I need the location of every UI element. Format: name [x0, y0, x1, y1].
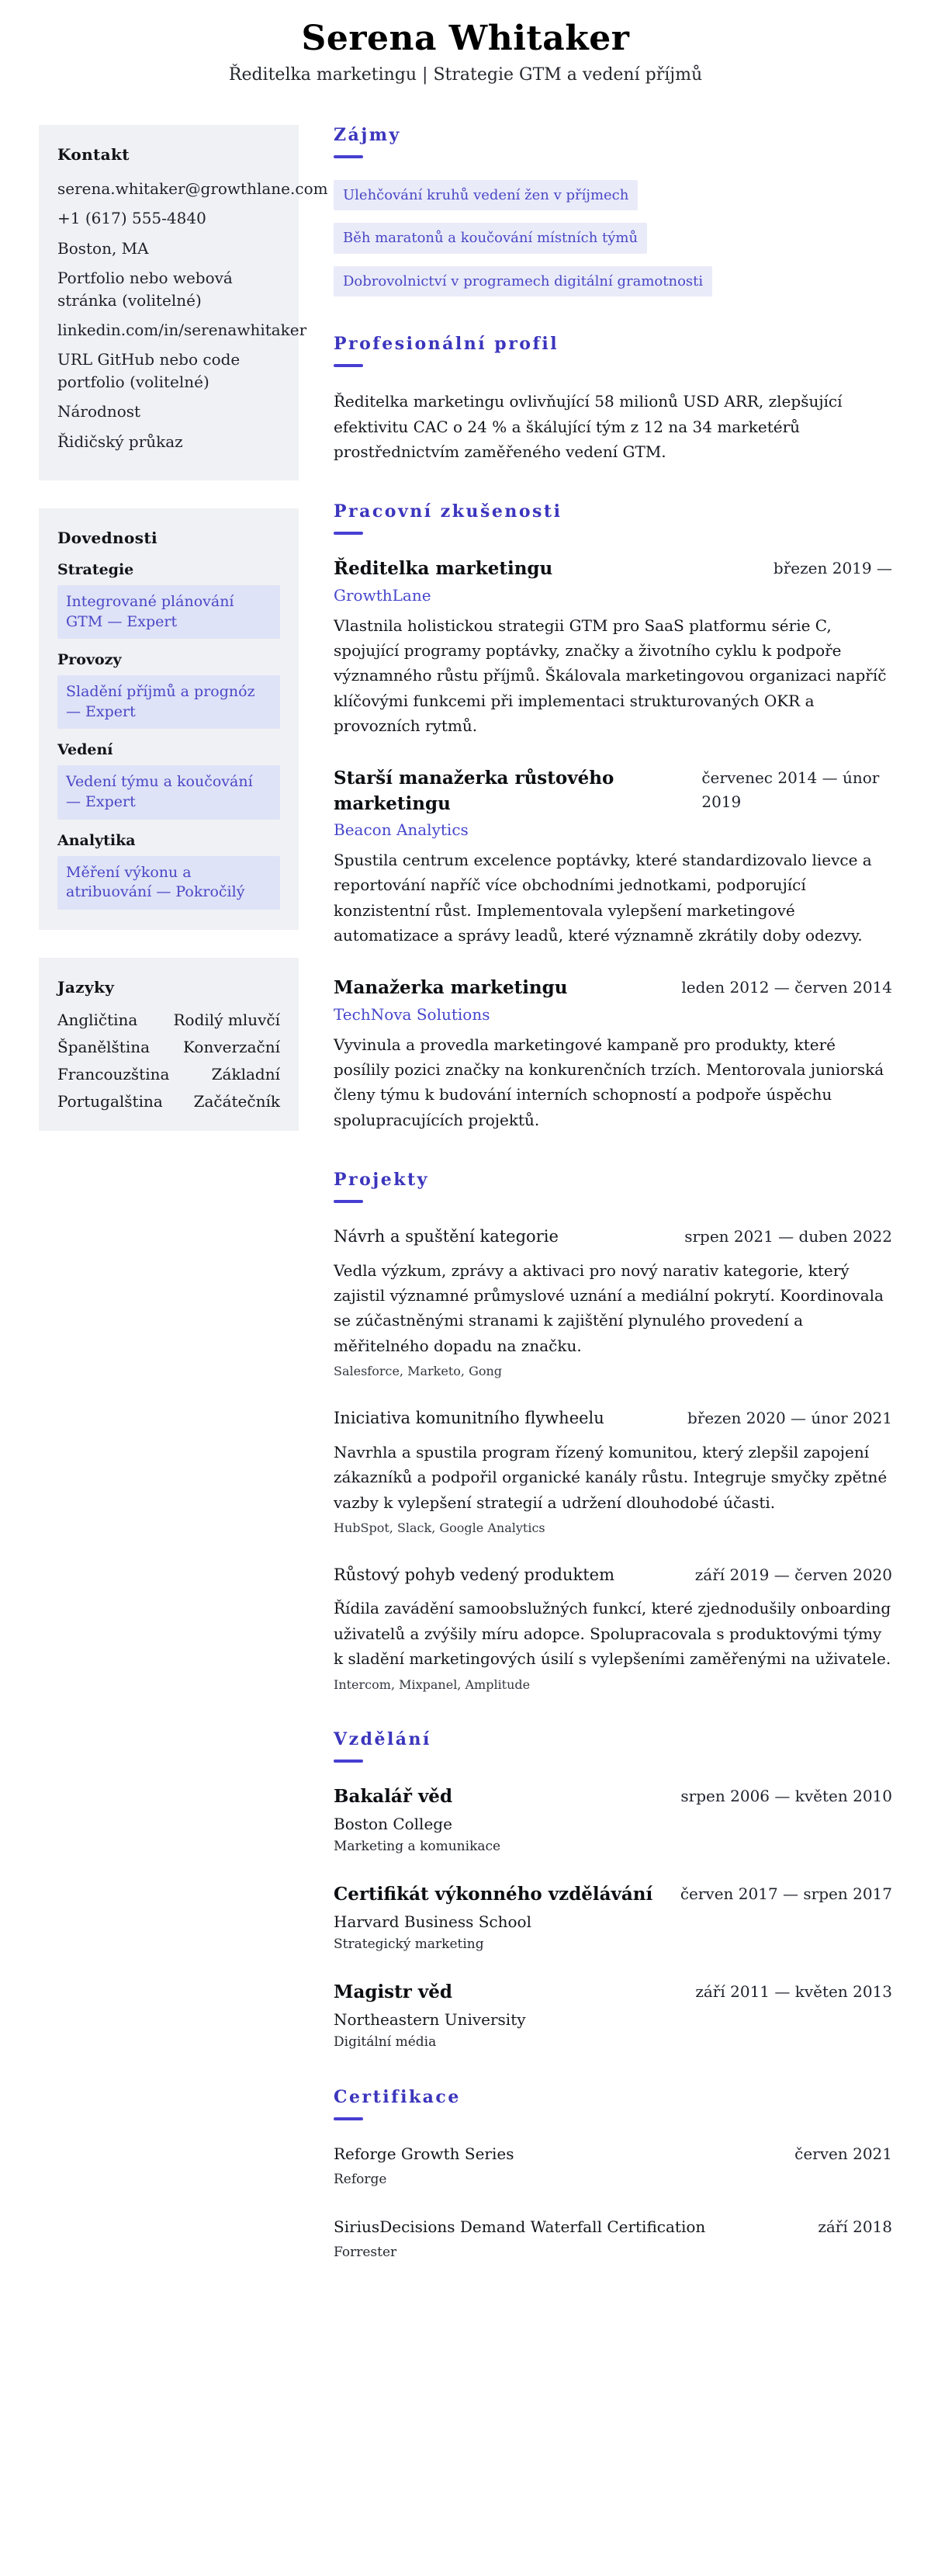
languages-list — [57, 1011, 280, 1111]
education-entry-header — [334, 1980, 892, 2005]
field-of-study: Digitální média — [334, 2034, 437, 2051]
skill-tag: Měření výkonu a atribuování — Pokročilý — [57, 856, 280, 910]
certification-entry-header — [334, 2142, 892, 2166]
language-level: Začátečník — [193, 1092, 280, 1111]
project-tools: Salesforce, Marketo, Gong — [334, 1364, 503, 1379]
interests-section — [334, 125, 892, 296]
main-column — [334, 125, 892, 2297]
contact-section — [39, 125, 328, 480]
school-name: Northeastern University — [334, 2010, 526, 2030]
skill-category-label: Strategie — [57, 560, 134, 578]
education-dates: červen 2017 — srpen 2017 — [680, 1884, 892, 1903]
interests-title: Zájmy — [334, 125, 401, 145]
job-dates: červenec 2014 — únor 2019 — [701, 768, 880, 812]
contact-item: Portfolio nebo webová stránka (volitelné) — [57, 269, 233, 310]
education-section — [334, 1729, 892, 2051]
certification-entry — [334, 2215, 892, 2260]
job-title: Manažerka marketingu — [334, 977, 568, 999]
certifications-section — [334, 2087, 892, 2260]
contact-item: Národnost — [57, 402, 141, 421]
section-rule — [334, 532, 363, 535]
education-entry-header — [334, 1784, 892, 1809]
project-entry-header — [334, 1225, 892, 1250]
project-description: Vedla výzkum, zprávy a aktivaci pro nový narativ kategorie, který zajistil významné průmyslové uznání a mediální pokrytí. Koordinovala se zúčastněnými stranami k zajištění plynulého provedení a měřitelného dopadu na značku. — [334, 1260, 884, 1355]
sidebar — [39, 125, 328, 1159]
certification-date: září 2018 — [818, 2217, 892, 2237]
project-dates: srpen 2021 — duben 2022 — [684, 1227, 892, 1246]
language-name: Angličtina — [57, 1011, 138, 1030]
job-entry — [334, 556, 892, 738]
certifications-list — [334, 2142, 892, 2260]
certification-issuer: Reforge — [334, 2172, 387, 2188]
degree-title: Certifikát výkonného vzdělávání — [334, 1883, 653, 1905]
certifications-title: Certifikace — [334, 2087, 461, 2108]
profile-title: Profesionální profil — [334, 334, 559, 355]
section-rule — [334, 2117, 363, 2120]
skills-title: Dovednosti — [57, 528, 157, 547]
language-name: Portugalština — [57, 1092, 163, 1111]
skill-category-label: Vedení — [57, 741, 113, 759]
job-dates: leden 2012 — červen 2014 — [681, 978, 892, 997]
content-columns — [0, 125, 931, 2297]
project-tools: Intercom, Mixpanel, Amplitude — [334, 1676, 531, 1692]
projects-list — [334, 1225, 892, 1691]
skill-category-label: Provozy — [57, 651, 122, 669]
profile-text: Ředitelka marketingu ovlivňující 58 milionů USD ARR, zlepšující efektivitu CAC o 24 % a škálující tým z 12 na 34 marketérů prostřednictvím zaměřeného vedení GTM. — [334, 392, 843, 461]
language-name: Francouzština — [57, 1065, 170, 1084]
project-entry — [334, 1563, 892, 1692]
education-dates: srpen 2006 — květen 2010 — [680, 1786, 892, 1805]
contact-item: linkedin.com/in/serenawhitaker — [57, 320, 307, 339]
language-row — [57, 1011, 280, 1029]
projects-title: Projekty — [334, 1170, 429, 1191]
contact-item: URL GitHub nebo code portfolio (volitelné) — [57, 350, 241, 391]
interest-tag: Ulehčování kruhů vedení žen v příjmech — [334, 180, 638, 210]
skills-section — [39, 508, 299, 930]
project-title: Návrh a spuštění kategorie — [334, 1227, 559, 1246]
person-name: Serena Whitaker — [301, 19, 630, 58]
language-row — [57, 1092, 280, 1111]
education-entry — [334, 1882, 892, 1952]
section-rule — [334, 155, 363, 158]
contact-item: Boston, MA — [57, 238, 149, 258]
project-dates: září 2019 — červen 2020 — [694, 1565, 892, 1584]
job-title: Starší manažerka růstového marketingu — [334, 768, 614, 814]
interest-tag: Dobrovolnictví v programech digitální gramotnosti — [334, 266, 712, 296]
job-description: Spustila centrum excelence poptávky, které standardizovalo lievce a reportování napříč více obchodními jednotkami, podporující konzistentní růst. Implementovala vylepšení marketingové automatizace a správy leadů, které významně zkrátily doby odezvy. — [334, 850, 872, 945]
job-company: Beacon Analytics — [334, 820, 469, 839]
project-title: Iniciativa komunitního flywheelu — [334, 1409, 604, 1428]
language-level: Konverzační — [183, 1038, 280, 1057]
education-list — [334, 1784, 892, 2051]
experience-title: Pracovní zkušenosti — [334, 501, 562, 522]
contact-item: Řidičský průkaz — [57, 432, 183, 451]
school-name: Harvard Business School — [334, 1912, 531, 1931]
skill-group — [57, 832, 280, 910]
languages-title: Jazyky — [57, 978, 115, 997]
field-of-study: Marketing a komunikace — [334, 1838, 501, 1854]
skill-group — [57, 561, 280, 639]
education-dates: září 2011 — květen 2013 — [695, 1981, 892, 2001]
project-entry — [334, 1225, 892, 1378]
project-description: Řídila zavádění samoobslužných funkcí, které zjednodušily onboarding uživatelů a zvýšily míru adopce. Spolupracovala s produktovými týmy k sladění marketingových úsilí s vylepšeními zaměřenými na uživatele. — [334, 1599, 891, 1669]
education-entry — [334, 1784, 892, 1854]
contact-list — [57, 178, 328, 452]
certification-name: Reforge Growth Series — [334, 2144, 514, 2164]
field-of-study: Strategický marketing — [334, 1936, 484, 1952]
job-entry — [334, 976, 892, 1132]
experience-section — [334, 501, 892, 1132]
projects-section — [334, 1170, 892, 1691]
certification-date: červen 2021 — [794, 2144, 892, 2164]
job-title: Ředitelka marketingu — [334, 558, 553, 580]
project-entry-header — [334, 1406, 892, 1431]
profile-section — [334, 334, 892, 464]
language-level: Základní — [211, 1065, 280, 1084]
job-description: Vyvinula a provedla marketingové kampaně pro produkty, které posílily pozici značky na konkurenčních trzích. Mentorovala juniorská členy týmu k budování interních schopností a podpoře úspěchu spolupracujících projektů. — [334, 1035, 884, 1129]
skill-category-label: Analytika — [57, 831, 136, 849]
school-name: Boston College — [334, 1814, 452, 1833]
experience-list — [334, 556, 892, 1132]
job-company: GrowthLane — [334, 585, 431, 605]
section-rule — [334, 1200, 363, 1203]
job-entry-header — [334, 766, 892, 816]
language-name: Španělština — [57, 1038, 151, 1057]
certification-entry-header — [334, 2215, 892, 2239]
language-level: Rodilý mluvčí — [173, 1011, 280, 1030]
contact-item: +1 (617) 555-4840 — [57, 209, 206, 228]
job-entry — [334, 766, 892, 948]
skill-tag: Vedení týmu a koučování — Expert — [57, 765, 280, 819]
certification-issuer: Forrester — [334, 2245, 397, 2261]
job-company: TechNova Solutions — [334, 1004, 490, 1024]
job-description: Vlastnila holistickou strategii GTM pro SaaS platformu série C, spojující programy poptávky, značky a životního cyklu k podpoře významného růstu příjmů. Škálovala marketingovou organizaci napříč klíčovými funkcemi při implementaci strukturovaných OKR a provozních rytmů. — [334, 615, 887, 736]
project-title: Růstový pohyb vedený produktem — [334, 1565, 615, 1584]
skill-group — [57, 651, 280, 729]
person-tagline: Ředitelka marketingu | Strategie GTM a vedení příjmů — [228, 65, 703, 85]
job-dates: březen 2019 — — [773, 559, 892, 578]
education-entry — [334, 1980, 892, 2050]
project-dates: březen 2020 — únor 2021 — [687, 1409, 892, 1428]
skills-list — [57, 561, 280, 910]
job-entry-header — [334, 976, 892, 1000]
project-entry — [334, 1406, 892, 1535]
contact-item: serena.whitaker@growthlane.com — [57, 179, 328, 198]
languages-section — [39, 958, 299, 1131]
degree-title: Bakalář věd — [334, 1785, 453, 1807]
degree-title: Magistr věd — [334, 1981, 452, 2002]
job-entry-header — [334, 556, 892, 581]
education-entry-header — [334, 1882, 892, 1907]
section-rule — [334, 364, 363, 367]
project-tools: HubSpot, Slack, Google Analytics — [334, 1520, 545, 1535]
language-row — [57, 1038, 280, 1056]
education-title: Vzdělání — [334, 1728, 431, 1749]
contact-title: Kontakt — [57, 145, 130, 164]
project-entry-header — [334, 1563, 892, 1588]
skill-tag: Sladění příjmů a prognóz — Expert — [57, 675, 280, 729]
project-description: Navrhla a spustila program řízený komunitou, který zlepšil zapojení zákazníků a podpořil organické kanály růstu. Integruje smyčky zpětné vazby k vylepšení strategií a udržení dlouhodobé účasti. — [334, 1442, 888, 1512]
skill-tag: Integrované plánování GTM — Expert — [57, 585, 280, 639]
certification-entry — [334, 2142, 892, 2187]
section-rule — [334, 1760, 363, 1763]
language-row — [57, 1065, 280, 1083]
certification-name: SiriusDecisions Demand Waterfall Certification — [334, 2217, 706, 2237]
skill-group — [57, 741, 280, 819]
interest-tag: Běh maratonů a koučování místních týmů — [334, 223, 647, 253]
interests-list — [334, 180, 892, 296]
resume-header — [0, 19, 931, 85]
